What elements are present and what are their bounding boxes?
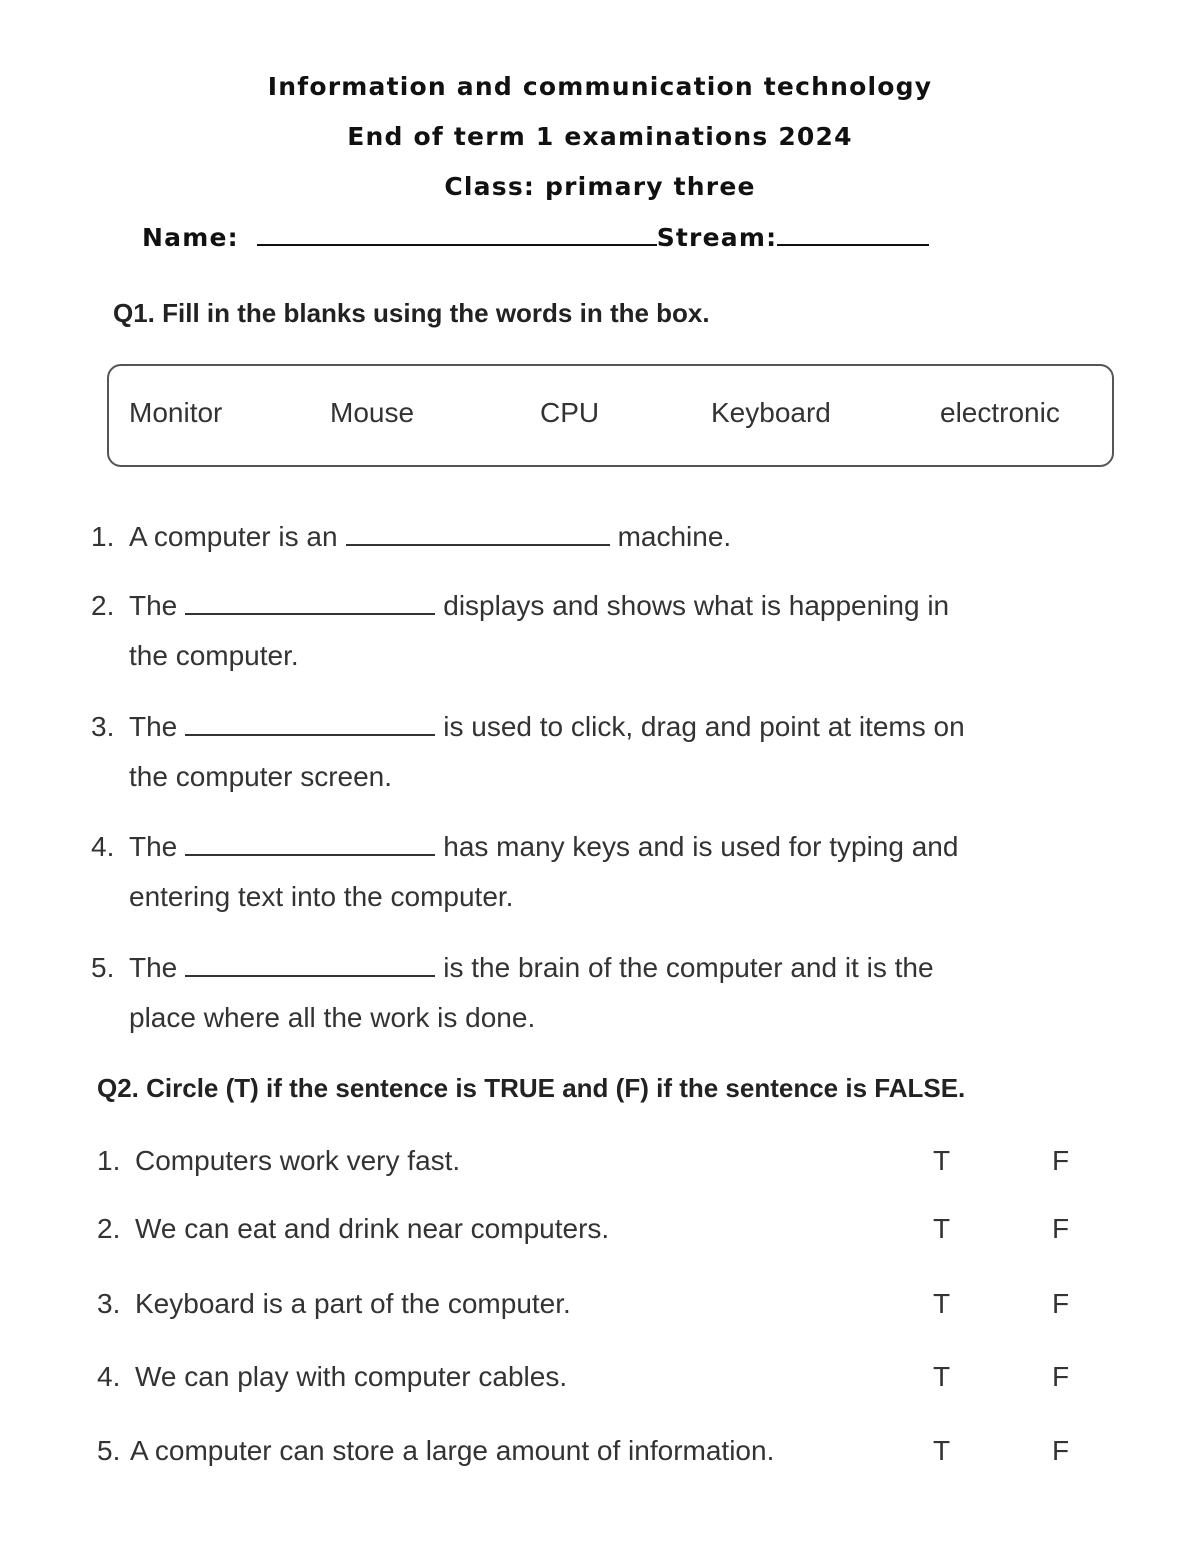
q1-item-number: 5.: [91, 952, 115, 983]
q1-item-text-before: The: [129, 711, 178, 742]
word-box-item: Mouse: [330, 397, 415, 428]
q1-title: Q1. Fill in the blanks using the words in the box.: [113, 298, 710, 328]
q1-item-continuation: the computer.: [129, 640, 299, 671]
q2-item-number: 1.: [97, 1145, 121, 1176]
true-option[interactable]: T: [933, 1361, 951, 1392]
answer-blank[interactable]: [346, 520, 610, 546]
name-blank[interactable]: [257, 222, 657, 246]
answer-blank[interactable]: [185, 589, 435, 615]
q1-item-number: 3.: [91, 711, 115, 742]
q2-item-text: Keyboard is a part of the computer.: [135, 1288, 571, 1319]
q1-item: [91, 710, 965, 743]
q1-item-text-before: The: [129, 952, 178, 983]
q2-statement: [97, 1145, 460, 1177]
stream-label: Stream:: [656, 223, 778, 252]
q2-item-number: 5.: [97, 1435, 121, 1466]
true-option[interactable]: T: [933, 1145, 951, 1176]
q1-item-number: 4.: [91, 831, 115, 862]
q1-item-continuation: entering text into the computer.: [129, 881, 514, 912]
q2-item-text: We can eat and drink near computers.: [135, 1213, 610, 1244]
q1-item-text-before: The: [129, 590, 178, 621]
q2-statement: [97, 1361, 567, 1393]
word-box-item: Monitor: [129, 397, 223, 428]
false-option[interactable]: F: [1052, 1213, 1070, 1244]
q1-item-text-before: A computer is an: [129, 521, 338, 552]
false-option[interactable]: F: [1052, 1435, 1070, 1466]
q1-item: [91, 830, 958, 863]
word-box-item: Keyboard: [711, 397, 831, 428]
q1-item: [91, 520, 731, 553]
q2-item-text: Computers work very fast.: [135, 1145, 461, 1176]
q2-statement: [97, 1288, 571, 1320]
false-option[interactable]: F: [1052, 1288, 1070, 1319]
false-option[interactable]: F: [1052, 1361, 1070, 1392]
answer-blank[interactable]: [185, 830, 435, 856]
q1-item-text-after: displays and shows what is happening in: [443, 590, 950, 621]
subject-title: Information and communication technology: [267, 72, 933, 101]
q1-item: [91, 951, 934, 984]
answer-blank[interactable]: [185, 710, 435, 736]
q2-statement: [97, 1213, 609, 1245]
q2-statement: [97, 1435, 774, 1467]
q1-item-number: 2.: [91, 590, 115, 621]
class-title: Class: primary three: [444, 172, 756, 201]
true-option[interactable]: T: [933, 1435, 951, 1466]
q1-item-continuation: the computer screen.: [129, 761, 393, 792]
q2-item-number: 4.: [97, 1361, 121, 1392]
q1-item-text-after: has many keys and is used for typing and: [443, 831, 959, 862]
q1-item-text-before: The: [129, 831, 178, 862]
q1-item-text-after: is used to click, drag and point at items on: [443, 711, 965, 742]
q1-item: [91, 589, 949, 622]
q2-item-number: 2.: [97, 1213, 121, 1244]
word-box-item: CPU: [540, 397, 600, 428]
true-option[interactable]: T: [933, 1213, 951, 1244]
exam-title: End of term 1 examinations 2024: [347, 122, 853, 151]
q1-item-continuation: place where all the work is done.: [129, 1002, 536, 1033]
q2-item-text: We can play with computer cables.: [135, 1361, 568, 1392]
answer-blank[interactable]: [185, 951, 435, 977]
q2-title: Q2. Circle (T) if the sentence is TRUE and (F) if the sentence is FALSE.: [97, 1073, 966, 1103]
word-box-item: electronic: [940, 397, 1060, 428]
true-option[interactable]: T: [933, 1288, 951, 1319]
q1-item-text-after: is the brain of the computer and it is the: [443, 952, 934, 983]
name-label: Name:: [142, 223, 239, 252]
false-option[interactable]: F: [1052, 1145, 1070, 1176]
stream-blank[interactable]: [777, 222, 929, 246]
name-stream-row: [142, 222, 929, 252]
q2-item-text: A computer can store a large amount of information.: [130, 1435, 775, 1466]
q2-item-number: 3.: [97, 1288, 121, 1319]
q1-item-number: 1.: [91, 521, 115, 552]
q1-item-text-after: machine.: [617, 521, 732, 552]
